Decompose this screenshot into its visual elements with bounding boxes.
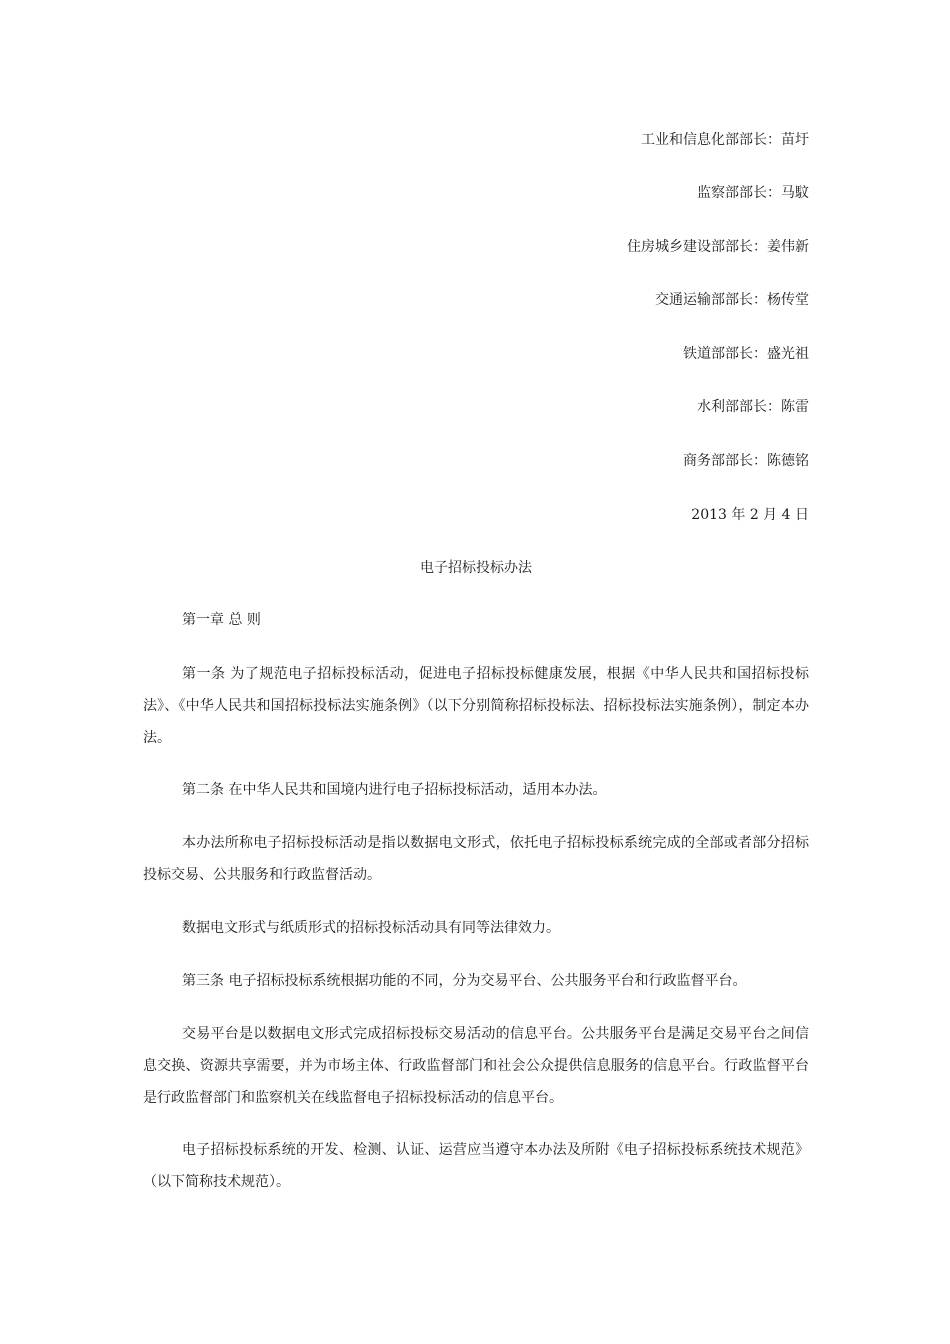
signature-commerce: 商务部部长：陈德铭: [683, 453, 809, 469]
signature-water: 水利部部长：陈雷: [697, 399, 809, 415]
signature-housing: 住房城乡建设部部长：姜伟新: [627, 239, 809, 255]
signature-railway: 铁道部部长：盛光祖: [683, 346, 809, 362]
article-3-standards: 电子招标投标系统的开发、检测、认证、运营应当遵守本办法及所附《电子招标投标系统技术规范》（以下简称技术规范）。: [143, 1142, 809, 1190]
article-2: 第二条 在中华人民共和国境内进行电子招标投标活动，适用本办法。: [182, 782, 607, 798]
article-2-validity: 数据电文形式与纸质形式的招标投标活动具有同等法律效力。: [182, 920, 560, 936]
article-1: 第一条 为了规范电子招标投标活动，促进电子招标投标健康发展，根据《中华人民共和国招标投标法》、《中华人民共和国招标投标法实施条例》（以下分别简称招标投标法、招标投标法实施条例），制定本办法。: [143, 666, 809, 746]
chapter-heading: 第一章 总 则: [182, 612, 261, 628]
signature-miit: 工业和信息化部部长：苗圩: [641, 132, 809, 148]
article-2-definition: 本办法所称电子招标投标活动是指以数据电文形式，依托电子招标投标系统完成的全部或者部分招标投标交易、公共服务和行政监督活动。: [143, 835, 809, 883]
signature-supervision: 监察部部长：马馼: [697, 185, 809, 201]
document-date: 2013 年 2 月 4 日: [691, 507, 809, 523]
document-page: [143, 0, 809, 1344]
article-3: 第三条 电子招标投标系统根据功能的不同，分为交易平台、公共服务平台和行政监督平台。: [182, 973, 747, 989]
document-title: 电子招标投标办法: [420, 560, 532, 576]
signature-transport: 交通运输部部长：杨传堂: [655, 292, 809, 308]
article-3-platforms: 交易平台是以数据电文形式完成招标投标交易活动的信息平台。公共服务平台是满足交易平台之间信息交换、资源共享需要，并为市场主体、行政监督部门和社会公众提供信息服务的信息平台。行政监督平台是行政监督部门和监察机关在线监督电子招标投标活动的信息平台。: [143, 1026, 809, 1106]
